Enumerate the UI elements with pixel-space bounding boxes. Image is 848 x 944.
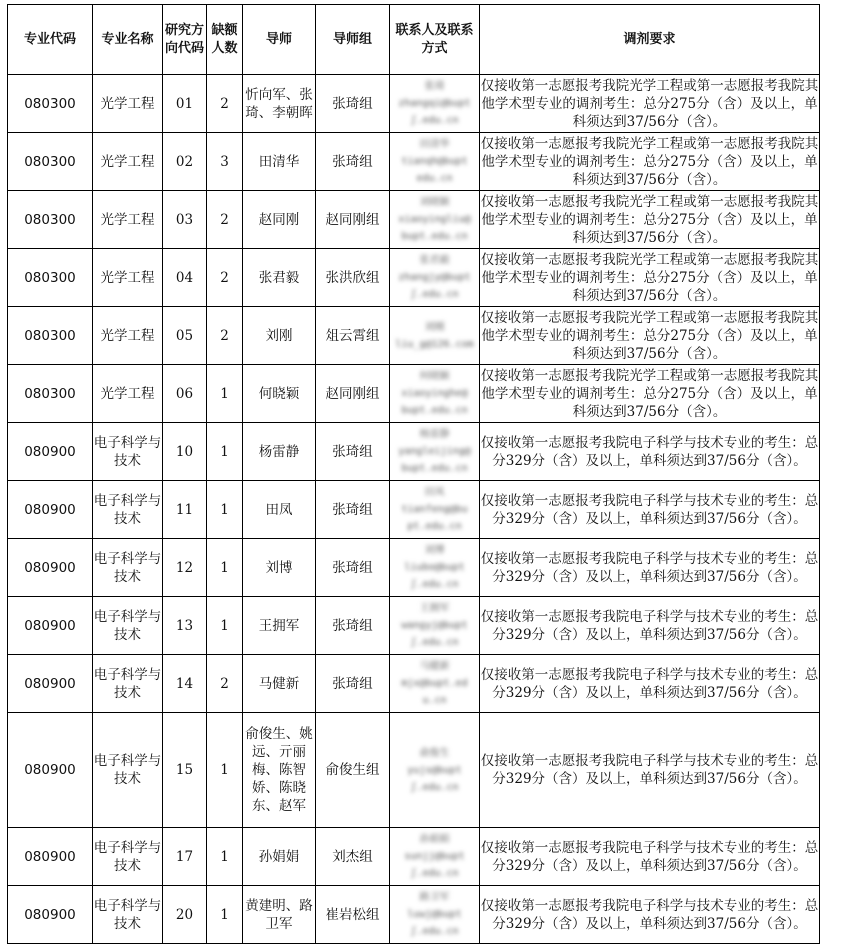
contact-cell <box>390 75 480 133</box>
advisor: 张君毅 <box>243 249 316 307</box>
advisor: 何晓颖 <box>243 365 316 423</box>
requirement: 仅接收第一志愿报考我院电子科学与技术专业的考生：总分329分（含）及以上，单科须达到37/56分（含）。 <box>480 713 820 828</box>
quota: 2 <box>207 249 243 307</box>
table-row <box>8 539 820 597</box>
advisor-group: 赵同刚组 <box>316 191 390 249</box>
table-row <box>8 133 820 191</box>
major-name: 电子科学与技术 <box>93 886 163 944</box>
contact-line: 马健新 <box>419 661 450 672</box>
advisor: 刘博 <box>243 539 316 597</box>
direction-code: 12 <box>163 539 207 597</box>
contact-cell <box>390 655 480 713</box>
contact-line: xiaoyinghe@ <box>401 388 468 399</box>
table-row <box>8 481 820 539</box>
quota: 1 <box>207 597 243 655</box>
blurred-contact <box>390 745 479 796</box>
table-row <box>8 191 820 249</box>
contact-line: bupt.edu.cn <box>401 463 468 474</box>
contact-line: 路卫军 <box>419 892 450 903</box>
requirement: 仅接收第一志愿报考我院光学工程或第一志愿报考我院其他学术型专业的调剂考生：总分275分（含）及以上，单科须达到37/56分（含）。 <box>480 249 820 307</box>
header-name: 专业名称 <box>93 5 163 75</box>
major-code: 080900 <box>8 713 93 828</box>
direction-code: 20 <box>163 886 207 944</box>
advisor-group: 张琦组 <box>316 75 390 133</box>
table-row <box>8 365 820 423</box>
contact-line: u.cn <box>422 695 447 706</box>
requirement: 仅接收第一志愿报考我院光学工程或第一志愿报考我院其他学术型专业的调剂考生：总分275分（含）及以上，单科须达到37/56分（含）。 <box>480 133 820 191</box>
contact-cell <box>390 133 480 191</box>
blurred-contact <box>390 194 479 245</box>
blurred-contact <box>390 78 479 129</box>
adjustment-table <box>7 4 820 944</box>
major-name: 电子科学与技术 <box>93 423 163 481</box>
major-code: 080900 <box>8 886 93 944</box>
contact-line: yangleijing@ <box>398 446 471 457</box>
major-code: 080900 <box>8 597 93 655</box>
header-contact: 联系人及联系方式 <box>390 5 480 75</box>
contact-line: 何晓颖 <box>419 371 450 382</box>
blurred-contact <box>390 368 479 419</box>
advisor-group: 张琦组 <box>316 597 390 655</box>
header-requirement: 调剂要求 <box>480 5 820 75</box>
contact-line: liu_g@126.com <box>395 338 474 350</box>
major-code: 080900 <box>8 423 93 481</box>
major-code: 080300 <box>8 365 93 423</box>
major-name: 电子科学与技术 <box>93 828 163 886</box>
advisor-group: 崔岩松组 <box>316 886 390 944</box>
contact-line: xiaoyingliu@ <box>398 214 471 225</box>
blurred-contact <box>390 542 479 593</box>
contact-line: ʃ.edu.cn <box>410 289 459 300</box>
quota: 1 <box>207 365 243 423</box>
major-name: 电子科学与技术 <box>93 481 163 539</box>
advisor-group: 俞俊生组 <box>316 713 390 828</box>
advisor: 忻向军、张琦、李朝晖 <box>243 75 316 133</box>
contact-line: yujs@bupt <box>407 764 462 776</box>
requirement: 仅接收第一志愿报考我院电子科学与技术专业的考生：总分329分（含）及以上，单科须达到37/56分（含）。 <box>480 539 820 597</box>
contact-line: pt.edu.cn <box>407 521 462 532</box>
quota: 1 <box>207 481 243 539</box>
advisor-group: 张琦组 <box>316 423 390 481</box>
requirement: 仅接收第一志愿报考我院电子科学与技术专业的考生：总分329分（含）及以上，单科须达到37/56分（含）。 <box>480 886 820 944</box>
contact-cell <box>390 886 480 944</box>
advisor: 赵同刚 <box>243 191 316 249</box>
advisor-group: 张琦组 <box>316 481 390 539</box>
contact-line: wangyj@bupt <box>401 620 468 631</box>
contact-line: 孙娟娟 <box>419 834 450 845</box>
advisor: 俞俊生、姚远、亓丽梅、陈智娇、陈晓东、赵军 <box>243 713 316 828</box>
contact-line: ʃ.edu.cn <box>410 637 459 648</box>
major-code: 080900 <box>8 828 93 886</box>
contact-line: 俞俊生 <box>419 747 450 759</box>
direction-code: 03 <box>163 191 207 249</box>
major-code: 080900 <box>8 655 93 713</box>
contact-line: 杨雷静 <box>419 429 450 440</box>
advisor-group: 张琦组 <box>316 655 390 713</box>
blurred-contact <box>390 484 479 535</box>
quota: 1 <box>207 539 243 597</box>
blurred-contact <box>390 889 479 940</box>
major-code: 080900 <box>8 539 93 597</box>
major-name: 光学工程 <box>93 249 163 307</box>
contact-line: 刘博 <box>424 545 445 556</box>
major-code: 080300 <box>8 191 93 249</box>
header-row <box>8 5 820 75</box>
contact-cell <box>390 365 480 423</box>
contact-cell <box>390 249 480 307</box>
major-code: 080300 <box>8 133 93 191</box>
major-code: 080300 <box>8 75 93 133</box>
contact-line: 刘刚 <box>424 321 445 333</box>
requirement: 仅接收第一志愿报考我院电子科学与技术专业的考生：总分329分（含）及以上，单科须达到37/56分（含）。 <box>480 423 820 481</box>
requirement: 仅接收第一志愿报考我院电子科学与技术专业的考生：总分329分（含）及以上，单科须达到37/56分（含）。 <box>480 828 820 886</box>
blurred-contact <box>390 600 479 651</box>
advisor: 田清华 <box>243 133 316 191</box>
table-row <box>8 423 820 481</box>
direction-code: 15 <box>163 713 207 828</box>
contact-line: edu.cn <box>416 173 453 184</box>
contact-cell <box>390 481 480 539</box>
advisor: 黄建明、路卫军 <box>243 886 316 944</box>
contact-line: mjx@bupt.ed <box>401 678 468 689</box>
quota: 2 <box>207 191 243 249</box>
advisor: 马健新 <box>243 655 316 713</box>
advisor-group: 俎云霄组 <box>316 307 390 365</box>
contact-line: tianqh@bupt <box>401 156 468 167</box>
blurred-contact <box>390 658 479 709</box>
major-name: 光学工程 <box>93 133 163 191</box>
major-name: 光学工程 <box>93 365 163 423</box>
table-row <box>8 828 820 886</box>
header-quota: 缺额人数 <box>207 5 243 75</box>
quota: 3 <box>207 133 243 191</box>
direction-code: 17 <box>163 828 207 886</box>
advisor-group: 张洪欣组 <box>316 249 390 307</box>
advisor-group: 张琦组 <box>316 133 390 191</box>
table-row <box>8 713 820 828</box>
contact-line: bupt.edu.cn <box>401 231 468 242</box>
contact-line: sunjj@bupt <box>404 851 465 862</box>
major-name: 电子科学与技术 <box>93 597 163 655</box>
major-code: 080300 <box>8 307 93 365</box>
contact-cell <box>390 191 480 249</box>
quota: 1 <box>207 713 243 828</box>
contact-line: 刘晓颖 <box>419 197 450 208</box>
contact-line: 张君毅 <box>419 255 450 266</box>
table-row <box>8 249 820 307</box>
quota: 1 <box>207 423 243 481</box>
advisor-group: 赵同刚组 <box>316 365 390 423</box>
contact-line: bupt.edu.cn <box>401 405 468 416</box>
contact-cell <box>390 423 480 481</box>
blurred-contact <box>390 831 479 882</box>
blurred-contact <box>390 252 479 303</box>
direction-code: 14 <box>163 655 207 713</box>
contact-line: liubo@bupt <box>404 562 465 573</box>
contact-line: ʃ.edu.cn <box>410 781 459 793</box>
advisor: 田凤 <box>243 481 316 539</box>
advisor: 刘刚 <box>243 307 316 365</box>
requirement: 仅接收第一志愿报考我院电子科学与技术专业的考生：总分329分（含）及以上，单科须达到37/56分（含）。 <box>480 655 820 713</box>
direction-code: 01 <box>163 75 207 133</box>
requirement: 仅接收第一志愿报考我院光学工程或第一志愿报考我院其他学术型专业的调剂考生：总分275分（含）及以上，单科须达到37/56分（含）。 <box>480 75 820 133</box>
major-name: 光学工程 <box>93 307 163 365</box>
major-name: 电子科学与技术 <box>93 539 163 597</box>
major-code: 080300 <box>8 249 93 307</box>
contact-line: luwj@bupt <box>407 909 462 920</box>
requirement: 仅接收第一志愿报考我院电子科学与技术专业的考生：总分329分（含）及以上，单科须达到37/56分（含）。 <box>480 481 820 539</box>
major-name: 光学工程 <box>93 191 163 249</box>
quota: 1 <box>207 828 243 886</box>
direction-code: 10 <box>163 423 207 481</box>
table-row <box>8 597 820 655</box>
contact-cell <box>390 597 480 655</box>
advisor: 王拥军 <box>243 597 316 655</box>
advisor: 孙娟娟 <box>243 828 316 886</box>
contact-cell <box>390 828 480 886</box>
direction-code: 06 <box>163 365 207 423</box>
quota: 1 <box>207 886 243 944</box>
requirement: 仅接收第一志愿报考我院电子科学与技术专业的考生：总分329分（含）及以上，单科须达到37/56分（含）。 <box>480 597 820 655</box>
table-row <box>8 307 820 365</box>
header-group: 导师组 <box>316 5 390 75</box>
requirement: 仅接收第一志愿报考我院光学工程或第一志愿报考我院其他学术型专业的调剂考生：总分275分（含）及以上，单科须达到37/56分（含）。 <box>480 307 820 365</box>
major-name: 电子科学与技术 <box>93 713 163 828</box>
direction-code: 02 <box>163 133 207 191</box>
contact-line: 张琦 <box>424 81 445 92</box>
major-code: 080900 <box>8 481 93 539</box>
major-name: 电子科学与技术 <box>93 655 163 713</box>
contact-line: ʃ.edu.cn <box>410 926 459 937</box>
major-name: 光学工程 <box>93 75 163 133</box>
quota: 2 <box>207 307 243 365</box>
contact-line: zhangjy@bupt <box>398 272 471 283</box>
advisor: 杨雷静 <box>243 423 316 481</box>
table-row <box>8 886 820 944</box>
contact-line: tianfeng@bu <box>401 504 468 515</box>
direction-code: 13 <box>163 597 207 655</box>
contact-line: 田凤 <box>424 487 445 498</box>
blurred-contact <box>390 319 479 353</box>
direction-code: 11 <box>163 481 207 539</box>
contact-line: ʃ.edu.cn <box>410 115 459 126</box>
quota: 2 <box>207 75 243 133</box>
blurred-contact <box>390 426 479 477</box>
contact-line: ʃ.edu.cn <box>410 579 459 590</box>
contact-line: ʃ.edu.cn <box>410 868 459 879</box>
contact-cell <box>390 713 480 828</box>
blurred-contact <box>390 136 479 187</box>
advisor-group: 刘杰组 <box>316 828 390 886</box>
table-row <box>8 655 820 713</box>
requirement: 仅接收第一志愿报考我院光学工程或第一志愿报考我院其他学术型专业的调剂考生：总分275分（含）及以上，单科须达到37/56分（含）。 <box>480 191 820 249</box>
contact-line: 王拥军 <box>419 603 450 614</box>
contact-cell <box>390 539 480 597</box>
direction-code: 05 <box>163 307 207 365</box>
contact-line: 田清华 <box>419 139 450 150</box>
contact-line: zhangqi@bupt <box>398 98 471 109</box>
header-advisor: 导师 <box>243 5 316 75</box>
table-row <box>8 75 820 133</box>
contact-cell <box>390 307 480 365</box>
header-direction: 研究方向代码 <box>163 5 207 75</box>
direction-code: 04 <box>163 249 207 307</box>
advisor-group: 张琦组 <box>316 539 390 597</box>
header-code: 专业代码 <box>8 5 93 75</box>
requirement: 仅接收第一志愿报考我院光学工程或第一志愿报考我院其他学术型专业的调剂考生：总分275分（含）及以上，单科须达到37/56分（含）。 <box>480 365 820 423</box>
quota: 2 <box>207 655 243 713</box>
